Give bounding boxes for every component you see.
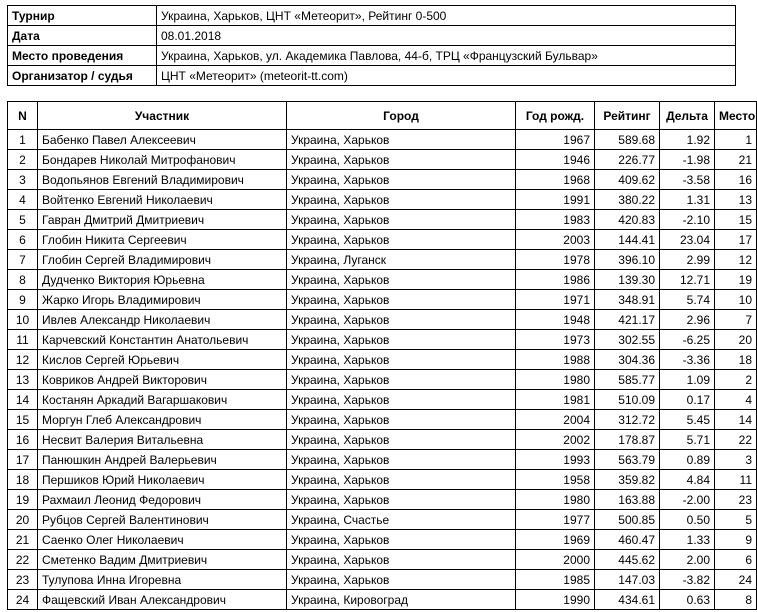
cell-rating: 510.09 xyxy=(595,390,660,410)
table-row xyxy=(8,150,757,170)
cell-rating: 434.61 xyxy=(595,590,660,610)
cell-place: 15 xyxy=(715,210,757,230)
cell-city: Украина, Харьков xyxy=(287,150,516,170)
cell-participant: Карчевский Константин Анатольевич xyxy=(38,330,287,350)
table-row xyxy=(8,230,757,250)
table-row xyxy=(8,570,757,590)
cell-city: Украина, Харьков xyxy=(287,230,516,250)
cell-number: 1 xyxy=(8,130,38,150)
cell-rating: 147.03 xyxy=(595,570,660,590)
cell-participant: Кислов Сергей Юрьевич xyxy=(38,350,287,370)
cell-participant: Фащевский Иван Александрович xyxy=(38,590,287,610)
cell-place: 21 xyxy=(715,150,757,170)
cell-birth-year: 1948 xyxy=(516,310,595,330)
cell-rating: 460.47 xyxy=(595,530,660,550)
cell-place: 3 xyxy=(715,450,757,470)
cell-city: Украина, Счастье xyxy=(287,510,516,530)
cell-delta: -3.58 xyxy=(660,170,715,190)
cell-delta: 1.92 xyxy=(660,130,715,150)
cell-birth-year: 1983 xyxy=(516,210,595,230)
cell-place: 20 xyxy=(715,330,757,350)
cell-number: 6 xyxy=(8,230,38,250)
cell-place: 24 xyxy=(715,570,757,590)
cell-rating: 304.36 xyxy=(595,350,660,370)
cell-delta: 4.84 xyxy=(660,470,715,490)
info-label: Место проведения xyxy=(8,46,157,66)
cell-rating: 589.68 xyxy=(595,130,660,150)
tournament-info-body xyxy=(8,6,736,86)
info-value: ЦНТ «Метеорит» (meteorit-tt.com) xyxy=(157,66,736,86)
cell-city: Украина, Кировоград xyxy=(287,590,516,610)
cell-participant: Костанян Аркадий Вагаршакович xyxy=(38,390,287,410)
cell-participant: Бабенко Павел Алексеевич xyxy=(38,130,287,150)
cell-delta: 0.63 xyxy=(660,590,715,610)
cell-delta: -3.36 xyxy=(660,350,715,370)
cell-participant: Рахмаил Леонид Федорович xyxy=(38,490,287,510)
cell-participant: Дудченко Виктория Юрьевна xyxy=(38,270,287,290)
table-row xyxy=(8,370,757,390)
cell-birth-year: 1981 xyxy=(516,390,595,410)
table-row xyxy=(8,450,757,470)
cell-city: Украина, Харьков xyxy=(287,470,516,490)
table-row xyxy=(8,390,757,410)
cell-birth-year: 1958 xyxy=(516,470,595,490)
cell-delta: 0.50 xyxy=(660,510,715,530)
cell-rating: 420.83 xyxy=(595,210,660,230)
cell-city: Украина, Харьков xyxy=(287,350,516,370)
column-header-birth-year: Год рожд. xyxy=(516,102,595,130)
cell-delta: -2.00 xyxy=(660,490,715,510)
cell-number: 12 xyxy=(8,350,38,370)
column-header-city: Город xyxy=(287,102,516,130)
cell-number: 22 xyxy=(8,550,38,570)
column-header-delta: Дельта xyxy=(660,102,715,130)
cell-delta: 1.33 xyxy=(660,530,715,550)
cell-rating: 302.55 xyxy=(595,330,660,350)
info-value: Украина, Харьков, ул. Академика Павлова, 44-б, ТРЦ «Французский Бульвар» xyxy=(157,46,736,66)
cell-place: 17 xyxy=(715,230,757,250)
cell-number: 19 xyxy=(8,490,38,510)
cell-place: 1 xyxy=(715,130,757,150)
cell-birth-year: 1980 xyxy=(516,490,595,510)
cell-rating: 312.72 xyxy=(595,410,660,430)
cell-birth-year: 1946 xyxy=(516,150,595,170)
cell-number: 5 xyxy=(8,210,38,230)
table-row xyxy=(8,130,757,150)
cell-participant: Ивлев Александр Николаевич xyxy=(38,310,287,330)
cell-birth-year: 2004 xyxy=(516,410,595,430)
cell-delta: 2.96 xyxy=(660,310,715,330)
cell-rating: 359.82 xyxy=(595,470,660,490)
table-row xyxy=(8,310,757,330)
cell-birth-year: 1968 xyxy=(516,170,595,190)
cell-place: 12 xyxy=(715,250,757,270)
table-row xyxy=(8,350,757,370)
cell-participant: Водопьянов Евгений Владимирович xyxy=(38,170,287,190)
cell-delta: 5.71 xyxy=(660,430,715,450)
cell-participant: Першиков Юрий Николаевич xyxy=(38,470,287,490)
cell-birth-year: 1991 xyxy=(516,190,595,210)
table-row xyxy=(8,330,757,350)
cell-participant: Глобин Никита Сергеевич xyxy=(38,230,287,250)
table-row xyxy=(8,470,757,490)
column-header-participant: Участник xyxy=(38,102,287,130)
cell-number: 4 xyxy=(8,190,38,210)
cell-participant: Тулупова Инна Игоревна xyxy=(38,570,287,590)
cell-delta: 0.89 xyxy=(660,450,715,470)
cell-birth-year: 1993 xyxy=(516,450,595,470)
cell-birth-year: 1985 xyxy=(516,570,595,590)
cell-birth-year: 1969 xyxy=(516,530,595,550)
cell-participant: Панюшкин Андрей Валерьевич xyxy=(38,450,287,470)
cell-participant: Несвит Валерия Витальевна xyxy=(38,430,287,450)
cell-city: Украина, Харьков xyxy=(287,310,516,330)
cell-number: 3 xyxy=(8,170,38,190)
table-row xyxy=(8,490,757,510)
info-row xyxy=(8,6,736,26)
cell-delta: -1.98 xyxy=(660,150,715,170)
cell-rating: 563.79 xyxy=(595,450,660,470)
cell-city: Украина, Харьков xyxy=(287,210,516,230)
results-table xyxy=(7,101,757,610)
cell-birth-year: 2000 xyxy=(516,550,595,570)
cell-rating: 226.77 xyxy=(595,150,660,170)
cell-delta: 23.04 xyxy=(660,230,715,250)
cell-rating: 144.41 xyxy=(595,230,660,250)
cell-number: 14 xyxy=(8,390,38,410)
cell-birth-year: 1988 xyxy=(516,350,595,370)
cell-birth-year: 1971 xyxy=(516,290,595,310)
table-row xyxy=(8,530,757,550)
table-row xyxy=(8,550,757,570)
cell-number: 24 xyxy=(8,590,38,610)
cell-birth-year: 2003 xyxy=(516,230,595,250)
table-row xyxy=(8,410,757,430)
cell-rating: 178.87 xyxy=(595,430,660,450)
cell-rating: 139.30 xyxy=(595,270,660,290)
cell-city: Украина, Харьков xyxy=(287,170,516,190)
cell-place: 5 xyxy=(715,510,757,530)
cell-participant: Гавран Дмитрий Дмитриевич xyxy=(38,210,287,230)
results-header-row xyxy=(8,102,757,130)
cell-city: Украина, Харьков xyxy=(287,530,516,550)
table-row xyxy=(8,430,757,450)
cell-birth-year: 1990 xyxy=(516,590,595,610)
cell-number: 8 xyxy=(8,270,38,290)
cell-delta: -3.82 xyxy=(660,570,715,590)
cell-place: 18 xyxy=(715,350,757,370)
cell-delta: 1.31 xyxy=(660,190,715,210)
cell-place: 22 xyxy=(715,430,757,450)
cell-place: 19 xyxy=(715,270,757,290)
cell-city: Украина, Харьков xyxy=(287,570,516,590)
cell-rating: 585.77 xyxy=(595,370,660,390)
table-row xyxy=(8,270,757,290)
cell-number: 10 xyxy=(8,310,38,330)
cell-place: 7 xyxy=(715,310,757,330)
cell-birth-year: 1967 xyxy=(516,130,595,150)
cell-number: 9 xyxy=(8,290,38,310)
cell-place: 23 xyxy=(715,490,757,510)
cell-number: 17 xyxy=(8,450,38,470)
cell-number: 18 xyxy=(8,470,38,490)
info-label: Организатор / судья xyxy=(8,66,157,86)
info-row xyxy=(8,46,736,66)
cell-participant: Саенко Олег Николаевич xyxy=(38,530,287,550)
results-body xyxy=(8,130,757,610)
table-row xyxy=(8,250,757,270)
table-row xyxy=(8,190,757,210)
cell-delta: -2.10 xyxy=(660,210,715,230)
cell-number: 23 xyxy=(8,570,38,590)
column-header-number: N xyxy=(8,102,38,130)
cell-delta: -6.25 xyxy=(660,330,715,350)
cell-birth-year: 2002 xyxy=(516,430,595,450)
cell-number: 7 xyxy=(8,250,38,270)
cell-number: 13 xyxy=(8,370,38,390)
cell-city: Украина, Харьков xyxy=(287,430,516,450)
info-row xyxy=(8,26,736,46)
cell-place: 6 xyxy=(715,550,757,570)
cell-delta: 5.74 xyxy=(660,290,715,310)
cell-number: 2 xyxy=(8,150,38,170)
cell-place: 11 xyxy=(715,470,757,490)
cell-number: 11 xyxy=(8,330,38,350)
cell-participant: Бондарев Николай Митрофанович xyxy=(38,150,287,170)
cell-birth-year: 1980 xyxy=(516,370,595,390)
cell-city: Украина, Харьков xyxy=(287,550,516,570)
cell-place: 10 xyxy=(715,290,757,310)
cell-rating: 163.88 xyxy=(595,490,660,510)
cell-rating: 409.62 xyxy=(595,170,660,190)
cell-rating: 380.22 xyxy=(595,190,660,210)
cell-participant: Моргун Глеб Александрович xyxy=(38,410,287,430)
cell-participant: Глобин Сергей Владимирович xyxy=(38,250,287,270)
cell-city: Украина, Харьков xyxy=(287,390,516,410)
cell-number: 20 xyxy=(8,510,38,530)
cell-birth-year: 1978 xyxy=(516,250,595,270)
cell-city: Украина, Харьков xyxy=(287,330,516,350)
cell-rating: 348.91 xyxy=(595,290,660,310)
cell-number: 21 xyxy=(8,530,38,550)
cell-participant: Ковриков Андрей Викторович xyxy=(38,370,287,390)
info-label: Дата xyxy=(8,26,157,46)
cell-rating: 445.62 xyxy=(595,550,660,570)
cell-participant: Рубцов Сергей Валентинович xyxy=(38,510,287,530)
cell-number: 16 xyxy=(8,430,38,450)
cell-delta: 1.09 xyxy=(660,370,715,390)
cell-place: 8 xyxy=(715,590,757,610)
cell-participant: Жарко Игорь Владимирович xyxy=(38,290,287,310)
column-header-rating: Рейтинг xyxy=(595,102,660,130)
cell-place: 4 xyxy=(715,390,757,410)
info-value: Украина, Харьков, ЦНТ «Метеорит», Рейтинг 0-500 xyxy=(157,6,736,26)
cell-city: Украина, Харьков xyxy=(287,190,516,210)
cell-place: 2 xyxy=(715,370,757,390)
table-row xyxy=(8,210,757,230)
table-row xyxy=(8,510,757,530)
cell-city: Украина, Харьков xyxy=(287,130,516,150)
info-row xyxy=(8,66,736,86)
info-value: 08.01.2018 xyxy=(157,26,736,46)
cell-delta: 5.45 xyxy=(660,410,715,430)
cell-place: 16 xyxy=(715,170,757,190)
tournament-info-table xyxy=(7,5,736,86)
table-row xyxy=(8,290,757,310)
table-row xyxy=(8,170,757,190)
cell-birth-year: 1977 xyxy=(516,510,595,530)
cell-place: 9 xyxy=(715,530,757,550)
cell-delta: 12.71 xyxy=(660,270,715,290)
cell-city: Украина, Харьков xyxy=(287,490,516,510)
cell-rating: 421.17 xyxy=(595,310,660,330)
cell-birth-year: 1973 xyxy=(516,330,595,350)
table-row xyxy=(8,590,757,610)
cell-city: Украина, Харьков xyxy=(287,370,516,390)
info-label: Турнир xyxy=(8,6,157,26)
cell-place: 14 xyxy=(715,410,757,430)
cell-city: Украина, Харьков xyxy=(287,290,516,310)
cell-city: Украина, Харьков xyxy=(287,450,516,470)
column-header-place: Место xyxy=(715,102,757,130)
cell-rating: 396.10 xyxy=(595,250,660,270)
cell-delta: 2.00 xyxy=(660,550,715,570)
cell-delta: 0.17 xyxy=(660,390,715,410)
cell-participant: Войтенко Евгений Николаевич xyxy=(38,190,287,210)
cell-delta: 2.99 xyxy=(660,250,715,270)
cell-number: 15 xyxy=(8,410,38,430)
cell-city: Украина, Луганск xyxy=(287,250,516,270)
cell-city: Украина, Харьков xyxy=(287,410,516,430)
cell-participant: Сметенко Вадим Дмитриевич xyxy=(38,550,287,570)
cell-city: Украина, Харьков xyxy=(287,270,516,290)
cell-place: 13 xyxy=(715,190,757,210)
cell-rating: 500.85 xyxy=(595,510,660,530)
cell-birth-year: 1986 xyxy=(516,270,595,290)
